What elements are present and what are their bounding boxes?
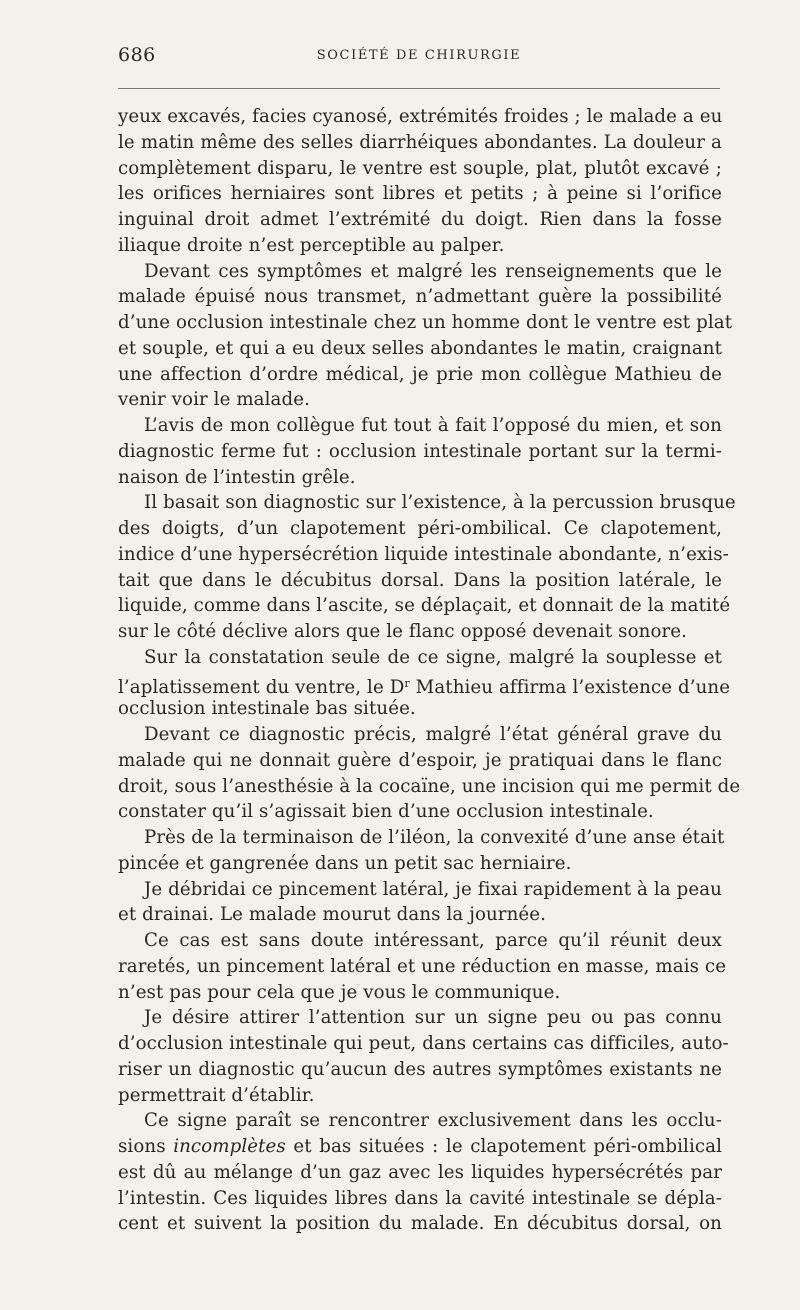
text-line: Devant ces symptômes et malgré les renseignements que le xyxy=(144,260,722,282)
text-line: cent et suivent la position du malade. En décubitus dorsal, on xyxy=(118,1213,722,1235)
text-line: est dû au mélange d’un gaz avec les liquides hypersécrétés par xyxy=(118,1161,722,1183)
text-line: Devant ce diagnostic précis, malgré l’état général grave du xyxy=(144,724,722,745)
text-line: iliaque droite n’est perceptible au palper. xyxy=(118,234,505,256)
incompletes-before: sions xyxy=(118,1136,174,1157)
text-line: venir voir le malade. xyxy=(118,389,310,411)
mathieu-superscript: r xyxy=(404,676,410,690)
incompletes-italic: incomplètes xyxy=(173,1136,286,1157)
text-line: et drainai. Le malade mourut dans la journée. xyxy=(118,904,547,926)
text-line: malade qui ne donnait guère d’espoir, je pratiquai dans le flanc xyxy=(118,749,722,771)
text-line: indice d’une hypersécrétion liquide intestinale abondante, n’exis- xyxy=(118,543,729,565)
text-line: Sur la constatation seule de ce signe, malgré la souplesse et xyxy=(144,646,722,668)
text-line: des doigts, d’un clapotement péri-ombilical. Ce clapotement, xyxy=(118,518,722,539)
text-line: tait que dans le décubitus dorsal. Dans la position latérale, le xyxy=(118,569,722,591)
text-line: Il basait son diagnostic sur l’existence, à la percussion brusque xyxy=(144,492,736,514)
text-line: Près de la terminaison de l’iléon, la convexité d’une anse était xyxy=(144,827,725,848)
text-line: complètement disparu, le ventre est souple, plat, plutôt excavé ; xyxy=(118,157,722,179)
text-line: permettrait d’établir. xyxy=(118,1084,315,1106)
text-line: inguinal droit admet l’extrémité du doigt. Rien dans la fosse xyxy=(118,209,722,230)
text-line: Je désire attirer l’attention sur un signe peu ou pas connu xyxy=(144,1007,722,1029)
running-title: SOCIÉTÉ DE CHIRURGIE xyxy=(316,48,522,63)
text-line: n’est pas pour cela que je vous le communique. xyxy=(118,981,561,1003)
text-line: Je débridai ce pincement latéral, je fixai rapidement à la peau xyxy=(144,878,722,900)
body-text xyxy=(118,104,741,1237)
text-line: L’avis de mon collègue fut tout à fait l’opposé du mien, et son xyxy=(144,415,722,436)
text-line: diagnostic ferme fut : occlusion intestinale portant sur la termi- xyxy=(118,440,722,462)
text-line: d’occlusion intestinale qui peut, dans certains cas difficiles, auto- xyxy=(118,1033,729,1054)
text-line: pincée et gangrenée dans un petit sac herniaire. xyxy=(118,852,572,874)
text-line: Ce cas est sans doute intéressant, parce qu’il réunit deux xyxy=(144,930,722,951)
page-number: 686 xyxy=(118,44,156,66)
text-line: l’intestin. Ces liquides libres dans la cavité intestinale se dépla- xyxy=(118,1187,722,1209)
incompletes-after: et bas situées : le clapotement péri-ombilical xyxy=(285,1136,723,1157)
running-head xyxy=(118,44,720,72)
text-line: naison de l’intestin grêle. xyxy=(118,466,356,488)
text-line-incompletes xyxy=(118,1134,722,1160)
text-line: sur le côté déclive alors que le flanc opposé devenait sonore. xyxy=(118,621,688,642)
text-line: constater qu’il s’agissait bien d’une occlusion intestinale. xyxy=(118,801,654,823)
text-line: une affection d’ordre médical, je prie mon collègue Mathieu de xyxy=(118,363,722,385)
text-line: malade épuisé nous transmet, n’admettant guère la possibilité xyxy=(118,286,722,308)
text-line: Ce signe paraît se rencontrer exclusivement dans les occlu- xyxy=(144,1110,722,1132)
text-line: liquide, comme dans l’ascite, se déplaçait, et donnait de la matité xyxy=(118,595,731,617)
header-rule xyxy=(118,88,720,89)
text-line: le matin même des selles diarrhéiques abondantes. La douleur a xyxy=(118,131,722,153)
text-line: d’une occlusion intestinale chez un homme dont le ventre est plat xyxy=(118,312,733,333)
mathieu-after: Mathieu affirma l’existence d’une xyxy=(409,676,731,698)
mathieu-before: l’aplatissement du ventre, le D xyxy=(118,676,405,698)
text-line: riser un diagnostic qu’aucun des autres symptômes existants ne xyxy=(118,1058,722,1080)
text-line-mathieu xyxy=(118,671,731,698)
text-line: yeux excavés, facies cyanosé, extrémités froides ; le malade a eu xyxy=(118,106,723,127)
text-line: occlusion intestinale bas située. xyxy=(118,698,416,720)
text-line: les orifices herniaires sont libres et petits ; à peine si l’orifice xyxy=(118,183,722,205)
text-line: et souple, et qui a eu deux selles abondantes le matin, craignant xyxy=(118,337,722,359)
text-line: droit, sous l’anesthésie à la cocaïne, une incision qui me permit de xyxy=(118,775,741,797)
text-line: raretés, un pincement latéral et une réduction en masse, mais ce xyxy=(118,955,727,977)
